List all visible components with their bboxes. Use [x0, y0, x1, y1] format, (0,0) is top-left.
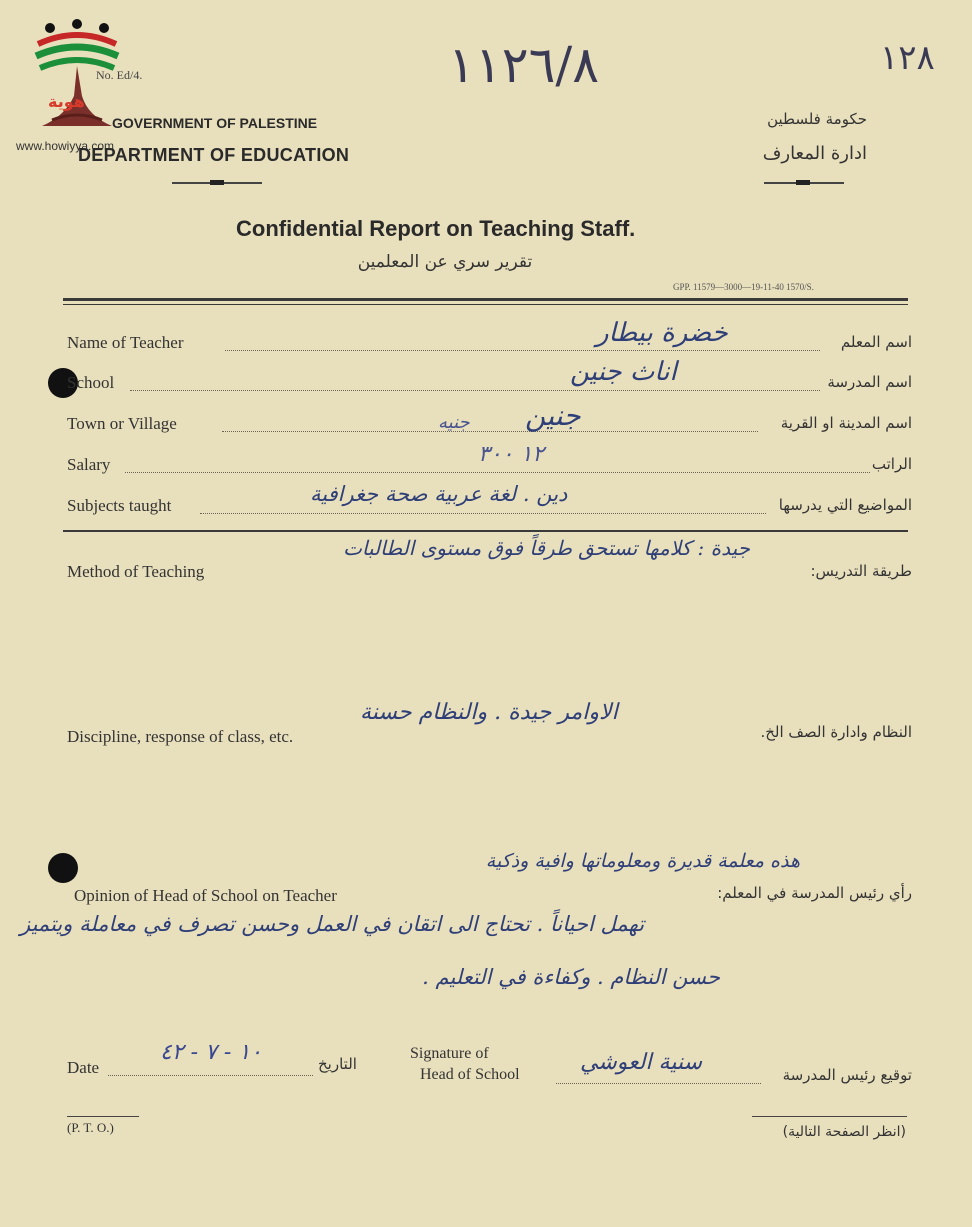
- teacher-name-line: [225, 350, 820, 351]
- print-reference: GPP. 11579—3000—19-11-40 1570/S.: [673, 282, 814, 292]
- method-label-arabic: طريقة التدريس:: [810, 562, 912, 580]
- department-heading: DEPARTMENT OF EDUCATION: [78, 145, 350, 165]
- page-number-handwritten: ١٢٨: [880, 38, 935, 78]
- signature-label-line1: Signature of: [410, 1045, 489, 1062]
- report-title: Confidential Report on Teaching Staff.: [236, 216, 636, 241]
- punch-hole-bottom: [48, 853, 78, 883]
- subjects-line: [200, 513, 766, 514]
- signature-line: [556, 1083, 761, 1084]
- opinion-label: Opinion of Head of School on Teacher: [74, 886, 337, 905]
- report-title-arabic: تقرير سري عن المعلمين: [357, 252, 533, 272]
- signature-label-line2: Head of School: [420, 1066, 520, 1083]
- pto-label: (P. T. O.): [67, 1120, 114, 1135]
- header-divider-left-mark: [210, 180, 224, 185]
- method-value: جيدة : كلامها تستحق طرقاً فوق مستوى الطالبات: [343, 536, 750, 560]
- top-double-rule: [63, 298, 908, 301]
- subjects-value: دين . لغة عربية صحة جغرافية: [310, 482, 568, 506]
- fields-bottom-rule: [63, 530, 908, 532]
- date-line: [108, 1075, 313, 1076]
- school-label: School: [67, 373, 115, 392]
- discipline-label-arabic: النظام وادارة الصف الخ.: [760, 723, 912, 741]
- signature-label-arabic: توقيع رئيس المدرسة: [782, 1066, 912, 1084]
- top-double-rule-thin: [63, 304, 908, 305]
- department-heading-arabic: ادارة المعارف: [762, 143, 867, 164]
- date-value: ١٠ - ٧ - ٤٢: [160, 1040, 262, 1065]
- discipline-value: الاوامر جيدة . والنظام حسنة: [360, 700, 618, 725]
- opinion-line-1: هذه معلمة قديرة ومعلوماتها وافية وذكية: [485, 850, 800, 872]
- school-line: [130, 390, 820, 391]
- method-label: Method of Teaching: [67, 562, 205, 581]
- header-divider-right-mark: [796, 180, 810, 185]
- town-label-arabic: اسم المدينة او القرية: [780, 414, 912, 432]
- watermark-logo-text: هوية: [48, 92, 85, 111]
- teacher-name-label: Name of Teacher: [67, 333, 184, 352]
- salary-label-arabic: الراتب: [871, 455, 912, 473]
- salary-label: Salary: [67, 455, 111, 474]
- school-label-arabic: اسم المدرسة: [827, 373, 912, 391]
- file-reference-handwritten: ١١٢٦/٨: [448, 36, 600, 94]
- date-label: Date: [67, 1058, 100, 1077]
- subjects-label: Subjects taught: [67, 496, 172, 515]
- school-value: اناث جنين: [570, 357, 677, 387]
- signature-value: سنية العوشي: [580, 1050, 703, 1075]
- government-heading-arabic: حكومة فلسطين: [767, 110, 867, 128]
- pto-rule: [67, 1116, 139, 1117]
- opinion-label-arabic: رأي رئيس المدرسة في المعلم:: [717, 884, 912, 902]
- salary-value: ١٢ ٣٠٠: [478, 442, 545, 467]
- pto-label-arabic: (انظر الصفحة التالية): [782, 1124, 906, 1140]
- teacher-name-value: خضرة بيطار: [596, 318, 728, 348]
- government-heading: GOVERNMENT OF PALESTINE: [112, 115, 318, 131]
- salary-line: [125, 472, 870, 473]
- date-label-arabic: التاريخ: [318, 1055, 357, 1073]
- watermark-url: www.howiyya.com: [16, 139, 115, 153]
- town-line: [222, 431, 758, 432]
- opinion-line-3: حسن النظام . وكفاءة في التعليم .: [422, 965, 720, 989]
- pto-arabic-rule: [752, 1116, 907, 1117]
- discipline-label: Discipline, response of class, etc.: [67, 727, 294, 746]
- town-value: جنين: [525, 399, 581, 432]
- form-number: No. Ed/4.: [96, 68, 143, 82]
- town-note: جنيه: [438, 412, 470, 433]
- subjects-label-arabic: المواضيع التي يدرسها: [778, 496, 912, 514]
- teacher-name-label-arabic: اسم المعلم: [840, 333, 912, 351]
- town-label: Town or Village: [67, 414, 177, 433]
- opinion-line-2: تهمل احياناً . تحتاج الى اتقان في العمل وحسن تصرف في معاملة ويتميز: [20, 912, 645, 936]
